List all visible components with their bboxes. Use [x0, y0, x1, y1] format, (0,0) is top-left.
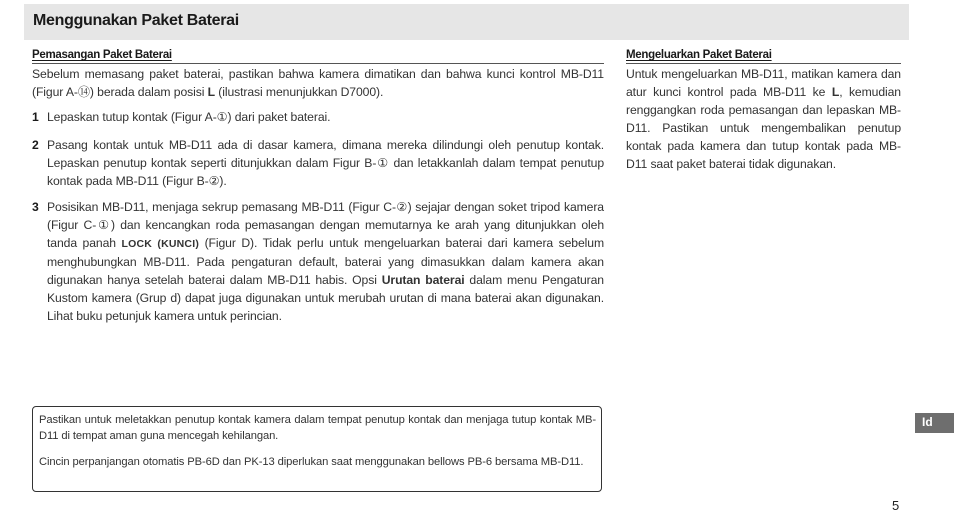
step-text: Pasang kontak untuk MB-D11 ada di dasar kamera, dimana mereka dilindungi oleh penutup kontak. Lepaskan penutup kontak seperti ditunjukkan dalam Figur B-① dan letakkanlah dalam tempat penutup kontak pada MB-D11 (Figur B-②).	[47, 138, 604, 188]
remove-text-a: Untuk mengeluarkan MB-D11, matikan kamera dan atur kunci kontrol pada MB-D11 ke	[626, 67, 901, 99]
language-tab-label: Id	[922, 415, 933, 429]
step-text: Lepaskan tutup kontak (Figur A-①) dari paket baterai.	[47, 110, 331, 124]
remove-paragraph	[626, 65, 901, 173]
step-number: 3	[32, 200, 39, 214]
step-text	[47, 198, 604, 325]
intro-text-c: (ilustrasi menunjukkan D7000).	[214, 85, 384, 99]
step-1	[32, 108, 604, 126]
step-number: 2	[32, 138, 39, 152]
step-3-text-e: dalam menu Pengaturan Kustom kamera (Grup d) dapat juga digunakan untuk merubah urutan di mana baterai akan digunakan. Lihat buku petunjuk kamera untuk perincian.	[47, 273, 604, 323]
section-heading-attach: Pemasangan Paket Baterai	[32, 49, 172, 61]
page-title: Menggunakan Paket Baterai	[33, 12, 239, 29]
step-3-text-c: (Figur D). Tidak perlu untuk mengeluarkan baterai dari kamera sebelum menghubungkan MB-D11. Pada pengaturan default, baterai yang dimasukkan dalam kamera akan digunakan hanya setelah baterai dalam MB-D11 habis. Opsi	[47, 236, 605, 287]
language-tab	[915, 413, 954, 433]
intro-paragraph	[32, 65, 604, 101]
remove-position-l: L	[831, 85, 840, 99]
intro-position-l: L	[207, 85, 215, 99]
note-1: Pastikan untuk meletakkan penutup kontak kamera dalam tempat penutup kontak dan menjaga tutup kontak MB-D11 di tempat aman guna mencegah kehilangan.	[39, 414, 596, 442]
step-number: 1	[32, 110, 39, 124]
step-2	[32, 136, 604, 190]
remove-text-c: , kemudian renggangkan roda pemasangan dan lepaskan MB-D11. Pastikan untuk mengembalikan penutup kontak pada kamera dan tutup kontak pada MB-D11 saat paket baterai tidak digunakan.	[626, 85, 901, 171]
title-bar	[24, 4, 909, 40]
step-3	[32, 198, 604, 342]
section-rule-left	[32, 63, 604, 64]
step-3-text-a: Posisikan MB-D11, menjaga sekrup pemasang MB-D11 (Figur C-②) sejajar dengan soket tripod kamera (Figur C-①) dan kencangkan roda pemasangan dengan memutarnya ke arah yang ditunjukkan oleh tanda panah	[47, 200, 604, 250]
battery-order-option: Urutan baterai	[381, 273, 465, 287]
section-rule-right	[626, 63, 901, 64]
section-heading-remove: Mengeluarkan Paket Baterai	[626, 49, 772, 61]
note-box	[32, 406, 602, 492]
page-number: 5	[892, 498, 900, 513]
lock-label: LOCK (KUNCI)	[121, 238, 200, 250]
note-2: Cincin perpanjangan otomatis PB-6D dan PK-13 diperlukan saat menggunakan bellows PB-6 bersama MB-D11.	[39, 456, 584, 468]
intro-text-a: Sebelum memasang paket baterai, pastikan bahwa kamera dimatikan dan bahwa kunci kontrol MB-D11 (Figur A-⑭) berada dalam posisi	[32, 67, 604, 99]
